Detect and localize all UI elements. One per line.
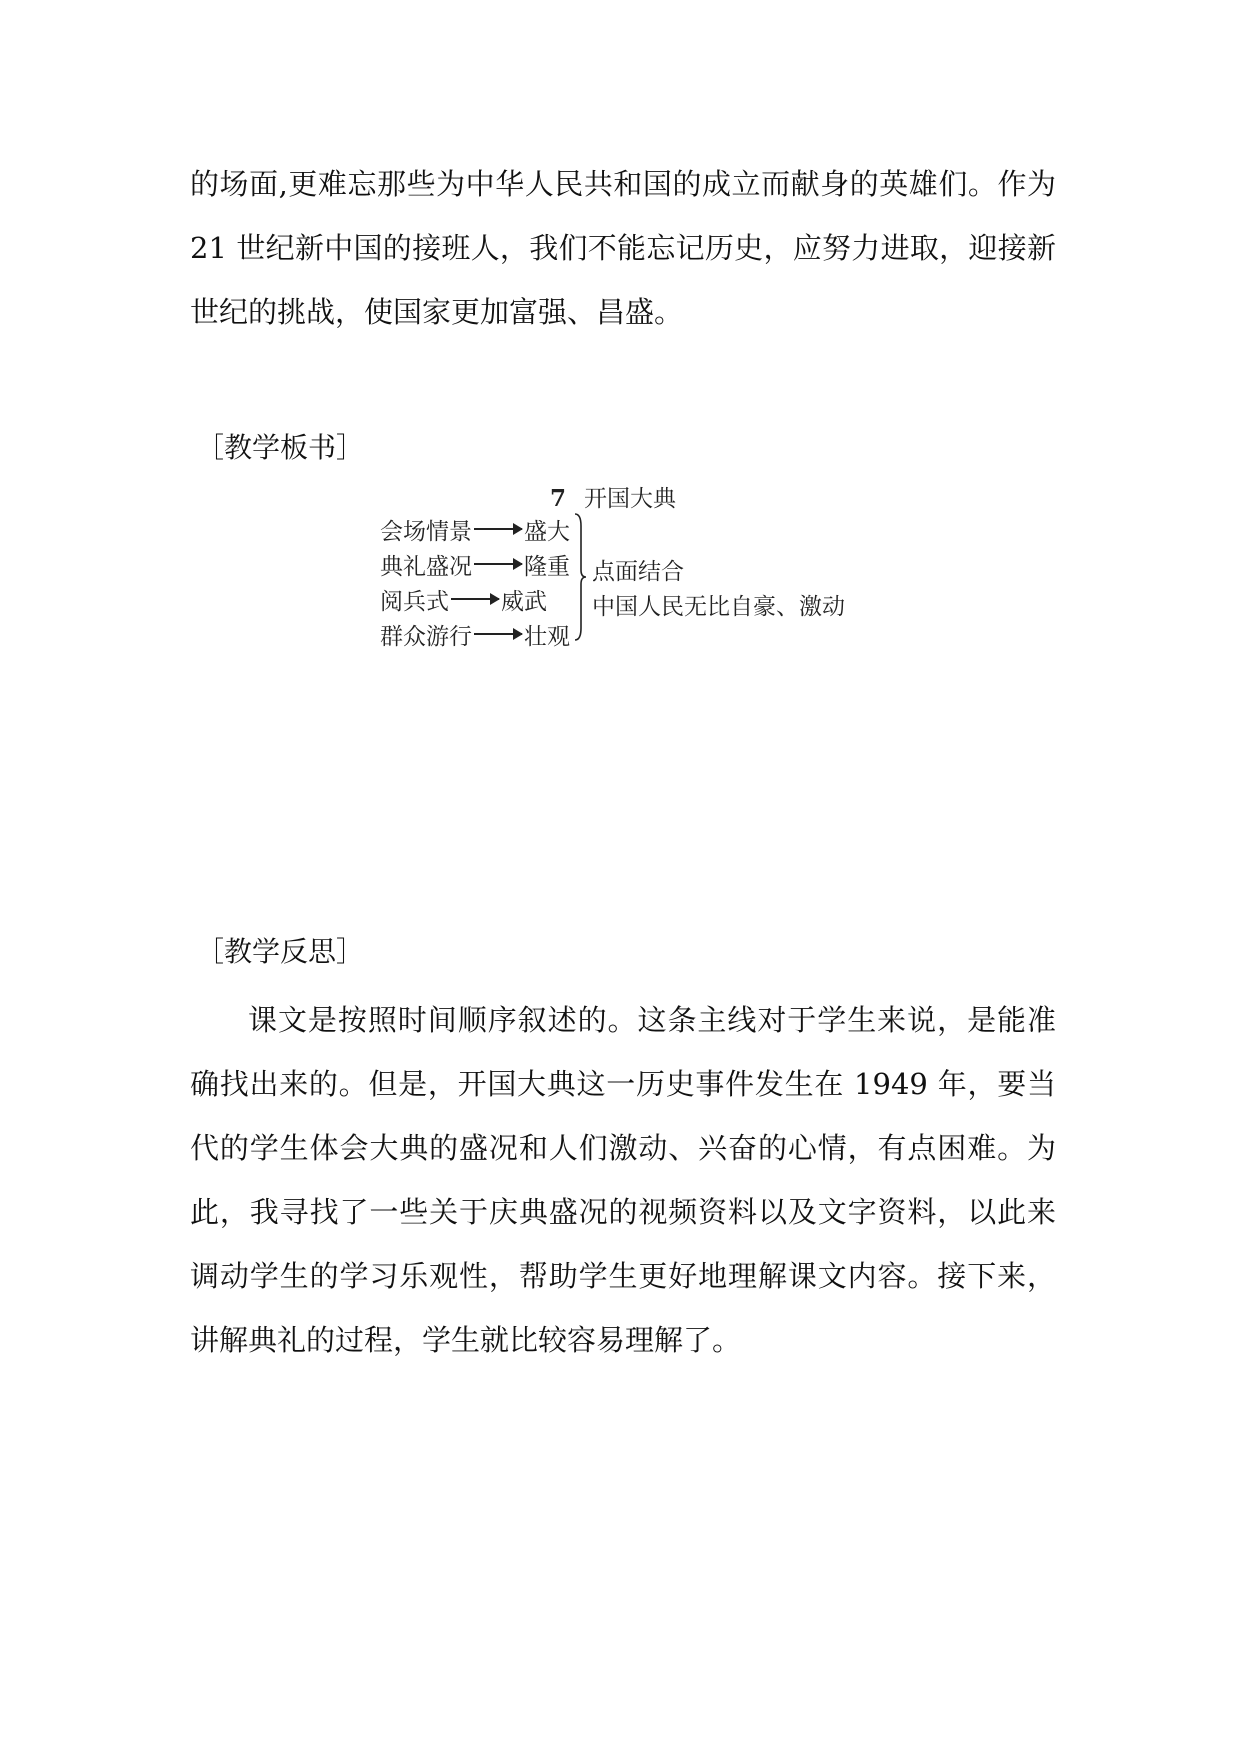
board-row xyxy=(380,549,570,579)
lesson-number: 7 xyxy=(550,485,567,512)
row-right-label: 盛大 xyxy=(524,518,570,545)
row-left-label: 群众游行 xyxy=(380,623,472,650)
reflection-heading: ［教学反思］ xyxy=(196,935,365,968)
arrow-icon xyxy=(474,528,522,530)
reflection-paragraph: 课文是按照时间顺序叙述的。这条主线对于学生来说，是能准确找出来的。但是，开国大典这一历史事件发生在 1949 年，要当代的学生体会大典的盛况和人们激动、兴奋的心情，有点困难。为此，我寻找了一些关于庆典盛况的视频资料以及文字资料，以此来调动学生的学习乐观性，帮助学生更好地理解课文内容。接下来，讲解典礼的过程，学生就比较容易理解了。 xyxy=(190,1003,1056,1357)
row-right-label: 壮观 xyxy=(524,623,570,650)
lesson-title: 开国大典 xyxy=(584,486,677,512)
row-left-label: 阅兵式 xyxy=(380,588,449,615)
board-diagram xyxy=(380,480,880,660)
right-brace-icon xyxy=(573,512,587,642)
conclusion-1: 点面结合 xyxy=(592,559,684,585)
board-title xyxy=(550,480,676,513)
board-row xyxy=(380,584,547,614)
conclusion-2: 中国人民无比自豪、激动 xyxy=(592,594,845,620)
row-right-label: 隆重 xyxy=(524,553,570,580)
board-row xyxy=(380,619,570,649)
board-row xyxy=(380,514,570,544)
arrow-icon xyxy=(474,633,522,635)
arrow-icon xyxy=(451,598,499,600)
board-heading: ［教学板书］ xyxy=(196,431,365,464)
row-right-label: 威武 xyxy=(501,588,547,615)
row-left-label: 会场情景 xyxy=(380,518,472,545)
arrow-icon xyxy=(474,563,522,565)
intro-paragraph: 的场面,更难忘那些为中华人民共和国的成立而献身的英雄们。作为 21 世纪新中国的接班人，我们不能忘记历史，应努力进取，迎接新世纪的挑战，使国家更加富强、昌盛。 xyxy=(190,167,1056,329)
row-left-label: 典礼盛况 xyxy=(380,553,472,580)
